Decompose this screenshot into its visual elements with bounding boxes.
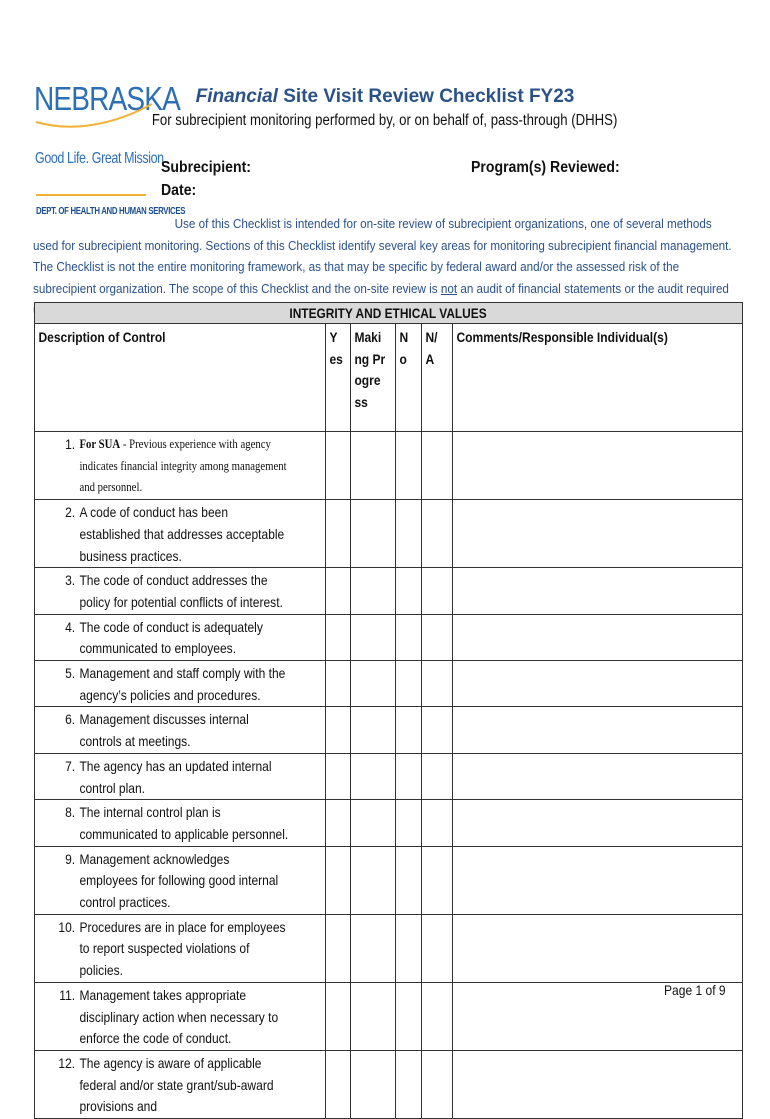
na-cell[interactable] [422,614,453,660]
making-progress-cell[interactable] [351,800,396,846]
na-cell[interactable] [422,432,453,500]
item-number: 2. [65,504,76,521]
checklist-row [35,1050,743,1118]
intro-underlined: not [440,280,458,296]
control-description [35,432,326,500]
item-text [76,434,288,499]
item-number: 7. [65,757,76,774]
item-text [76,709,288,752]
control-description [35,800,326,846]
item-body: Management acknowledges employees for following good internal control practices. [79,850,279,911]
making-progress-cell[interactable] [351,661,396,707]
item-number: 8. [65,804,76,821]
comments-cell[interactable] [453,661,743,707]
logo-divider [36,194,146,196]
no-cell[interactable] [396,432,422,500]
checklist-row [35,800,743,846]
comments-cell[interactable] [453,1050,743,1118]
item-body: The code of conduct is adequately communicated to employees. [79,618,263,657]
no-cell[interactable] [396,614,422,660]
making-progress-cell[interactable] [351,982,396,1050]
na-cell[interactable] [422,753,453,799]
item-number: 5. [65,665,76,682]
no-cell[interactable] [396,707,422,753]
yes-cell[interactable] [326,500,351,568]
no-cell[interactable] [396,661,422,707]
col-yes: Yes [326,324,351,432]
item-bold-prefix: For SUA [79,437,121,451]
item-text [76,1053,288,1118]
yes-cell[interactable] [326,432,351,500]
no-cell[interactable] [396,982,422,1050]
section-title: INTEGRITY AND ETHICAL VALUES [289,305,488,321]
making-progress-cell[interactable] [351,500,396,568]
making-progress-cell[interactable] [351,614,396,660]
subrecipient-label: Subrecipient: [161,159,251,176]
item-text [76,756,288,799]
item-body: Procedures are in place for employees to report suspected violations of policies. [79,918,286,979]
control-description [35,568,326,614]
title-financial: Financial [195,86,278,107]
col-comments: Comments/Responsible Individual(s) [453,324,743,432]
item-number: 1. [65,436,76,452]
comments-cell[interactable] [453,914,743,982]
programs-reviewed-label: Program(s) Reviewed: [471,159,620,176]
checklist-row [35,432,743,500]
item-text [76,502,288,567]
title-rest: Site Visit Review Checklist FY23 [277,86,575,107]
comments-cell[interactable] [453,500,743,568]
item-text [76,985,288,1050]
item-text [76,617,288,660]
logo-department: DEPT. OF HEALTH AND HUMAN SERVICES [36,206,186,217]
na-cell[interactable] [422,800,453,846]
checklist-row [35,982,743,1050]
item-number: 6. [65,711,76,728]
checklist-row [35,661,743,707]
item-number: 4. [65,618,76,635]
control-description [35,500,326,568]
no-cell[interactable] [396,800,422,846]
item-text [76,663,288,706]
control-description [35,707,326,753]
comments-cell[interactable] [453,753,743,799]
item-text [76,917,288,982]
control-description [35,753,326,799]
intro-text-before: Use of this Checklist is intended for on-site review of subrecipient organizations, one of several methods used for subrecipient monitoring. Sections of this Checklist identify several key areas for monitoring subrecipient financial management. The Checklist is not the entire monitoring framework, as that may be specific by federal award and/or the assessed risk of the subrecipient organization. The scope of this Checklist and the on-site review is [33,216,732,296]
yes-cell[interactable] [326,1050,351,1118]
checklist-row [35,753,743,799]
intro-text-after: an audit of financial statements or the audit required [460,280,729,296]
checklist-row [35,500,743,568]
no-cell[interactable] [396,914,422,982]
logo-wordmark: NEBRASKA [34,80,180,117]
item-body: A code of conduct has been established that addresses acceptable business practices. [79,504,285,564]
na-cell[interactable] [422,914,453,982]
control-description [35,661,326,707]
item-number: 9. [65,850,76,867]
making-progress-cell[interactable] [351,1050,396,1118]
control-description [35,846,326,914]
yes-cell[interactable] [326,568,351,614]
no-cell[interactable] [396,568,422,614]
no-cell[interactable] [396,846,422,914]
col-making-progress: Making Progress [351,324,396,432]
no-cell[interactable] [396,753,422,799]
na-cell[interactable] [422,982,453,1050]
date-label: Date: [161,182,197,199]
yes-cell[interactable] [326,800,351,846]
making-progress-cell[interactable] [351,914,396,982]
control-description [35,1050,326,1118]
control-description [35,982,326,1050]
yes-cell[interactable] [326,846,351,914]
page-title [0,86,770,108]
na-cell[interactable] [422,1050,453,1118]
checklist-table [34,302,743,1119]
item-number: 11. [59,986,76,1003]
item-text [76,802,288,845]
page-subtitle: For subrecipient monitoring performed by, or on behalf of, pass-through (DHHS) [151,112,618,129]
na-cell[interactable] [422,661,453,707]
making-progress-cell[interactable] [351,432,396,500]
yes-cell[interactable] [326,914,351,982]
comments-cell[interactable] [453,614,743,660]
making-progress-cell[interactable] [351,753,396,799]
no-cell[interactable] [396,500,422,568]
yes-cell[interactable] [326,707,351,753]
page-number: Page 1 of 9 [664,982,726,998]
item-body: - Previous experience with agency indicates financial integrity among management and personnel. [79,437,287,495]
item-body: The code of conduct addresses the policy for potential conflicts of interest. [79,572,283,610]
item-body: Management takes appropriate disciplinary action when necessary to enforce the code of conduct. [79,986,279,1047]
control-description [35,614,326,660]
na-cell[interactable] [422,707,453,753]
checklist-row [35,614,743,660]
item-number: 12. [58,1054,76,1071]
section-header [35,303,743,324]
na-cell[interactable] [422,568,453,614]
making-progress-cell[interactable] [351,568,396,614]
col-na: N/A [422,324,453,432]
no-cell[interactable] [396,1050,422,1118]
control-description [35,914,326,982]
checklist-row [35,707,743,753]
yes-cell[interactable] [326,753,351,799]
comments-cell[interactable] [453,707,743,753]
checklist-row [35,846,743,914]
item-number: 10. [58,918,76,935]
na-cell[interactable] [422,500,453,568]
making-progress-cell[interactable] [351,846,396,914]
yes-cell[interactable] [326,661,351,707]
making-progress-cell[interactable] [351,707,396,753]
item-body: The agency is aware of applicable federal and/or state grant/sub-award provisions and [79,1054,274,1115]
item-body: The internal control plan is communicated to applicable personnel. [79,804,289,842]
comments-cell[interactable] [453,432,743,500]
item-number: 3. [65,572,76,589]
item-text [76,849,288,914]
checklist-row [35,568,743,614]
item-text [76,570,288,613]
comments-cell[interactable] [453,846,743,914]
yes-cell[interactable] [326,614,351,660]
checklist-row [35,914,743,982]
logo-tagline: Good Life. Great Mission. [35,150,167,167]
item-body: Management discusses internal controls at meetings. [79,711,249,750]
item-body: The agency has an updated internal control plan. [79,757,272,796]
col-description: Description of Control [35,324,326,432]
comments-cell[interactable] [453,800,743,846]
na-cell[interactable] [422,846,453,914]
yes-cell[interactable] [326,982,351,1050]
comments-cell[interactable] [453,568,743,614]
item-body: Management and staff comply with the agency’s policies and procedures. [79,665,286,703]
col-no: No [396,324,422,432]
